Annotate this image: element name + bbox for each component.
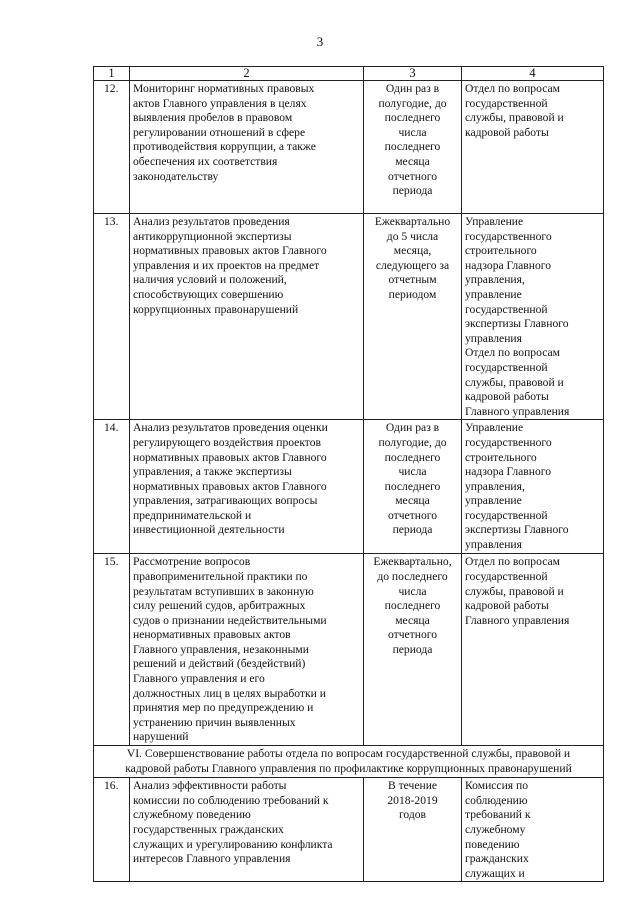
row-action: Анализ эффективности работы комиссии по соблюдению требований к служебному поведению государственных гражданских служащих и урегулированию конфликта интересов Главного управления bbox=[130, 778, 364, 882]
row-deadline: Один раз в полугодие, до последнего числа последнего месяца отчетного периода bbox=[364, 81, 462, 214]
section-heading-row bbox=[94, 746, 604, 778]
section-title: VI. Совершенствование работы отдела по вопросам государственной службы, правовой и кадровой работы Главного управления по профилактике коррупционных правонарушений bbox=[94, 746, 604, 778]
table-row bbox=[94, 214, 604, 420]
action-plan-table bbox=[93, 66, 604, 882]
page-number: 3 bbox=[316, 34, 324, 49]
row-deadline: Ежеквартально до 5 числа месяца, следующего за отчетным периодом bbox=[364, 214, 462, 420]
row-responsible: Комиссия по соблюдению требований к служебному поведению гражданских служащих и bbox=[462, 778, 604, 882]
row-responsible: Управление государственного строительного надзора Главного управления, управление государственной экспертизы Главного управления bbox=[462, 420, 604, 554]
row-number: 15. bbox=[94, 554, 130, 746]
column-header: 4 bbox=[462, 67, 604, 81]
column-header: 3 bbox=[364, 67, 462, 81]
row-action: Анализ результатов проведения антикоррупционной экспертизы нормативных правовых актов Главного управления и их проектов на предмет наличия условий и положений, способствующих совершению коррупционных правонарушений bbox=[130, 214, 364, 420]
column-header: 1 bbox=[94, 67, 130, 81]
table-row bbox=[94, 778, 604, 882]
row-number: 14. bbox=[94, 420, 130, 554]
row-responsible: Отдел по вопросам государственной службы, правовой и кадровой работы Главного управления bbox=[462, 554, 604, 746]
column-header: 2 bbox=[130, 67, 364, 81]
row-deadline: В течение 2018-2019 годов bbox=[364, 778, 462, 882]
row-action: Мониторинг нормативных правовых актов Главного управления в целях выявления пробелов в правовом регулировании отношений в сфере противодействия коррупции, а также обеспечения их соответствия законодательству bbox=[130, 81, 364, 214]
table-row bbox=[94, 81, 604, 214]
row-deadline: Один раз в полугодие, до последнего числа последнего месяца отчетного периода bbox=[364, 420, 462, 554]
row-deadline: Ежеквартально, до последнего числа последнего месяца отчетного периода bbox=[364, 554, 462, 746]
row-responsible: Отдел по вопросам государственной службы, правовой и кадровой работы bbox=[462, 81, 604, 214]
row-action: Анализ результатов проведения оценки регулирующего воздействия проектов нормативных правовых актов Главного управления, а также экспертизы нормативных правовых актов Главного управления, затрагивающих вопросы предпринимательской и инвестиционной деятельности bbox=[130, 420, 364, 554]
table-row bbox=[94, 420, 604, 554]
row-number: 12. bbox=[94, 81, 130, 214]
row-action: Рассмотрение вопросов правоприменительной практики по результатам вступивших в законную силу решений судов, арбитражных судов о признании недействительными ненормативных правовых актов Главного управления, незаконными решений и действий (бездействий) Главного управления и его должностных лиц в целях выработки и принятия мер по предупреждению и устранению причин выявленных нарушений bbox=[130, 554, 364, 746]
row-responsible: Управление государственного строительного надзора Главного управления, управление государственной экспертизы Главного управления Отдел по вопросам государственной службы, правовой и кадровой работы Главного управления bbox=[462, 214, 604, 420]
table-header-row bbox=[94, 67, 604, 81]
row-number: 13. bbox=[94, 214, 130, 420]
row-number: 16. bbox=[94, 778, 130, 882]
table-row bbox=[94, 554, 604, 746]
